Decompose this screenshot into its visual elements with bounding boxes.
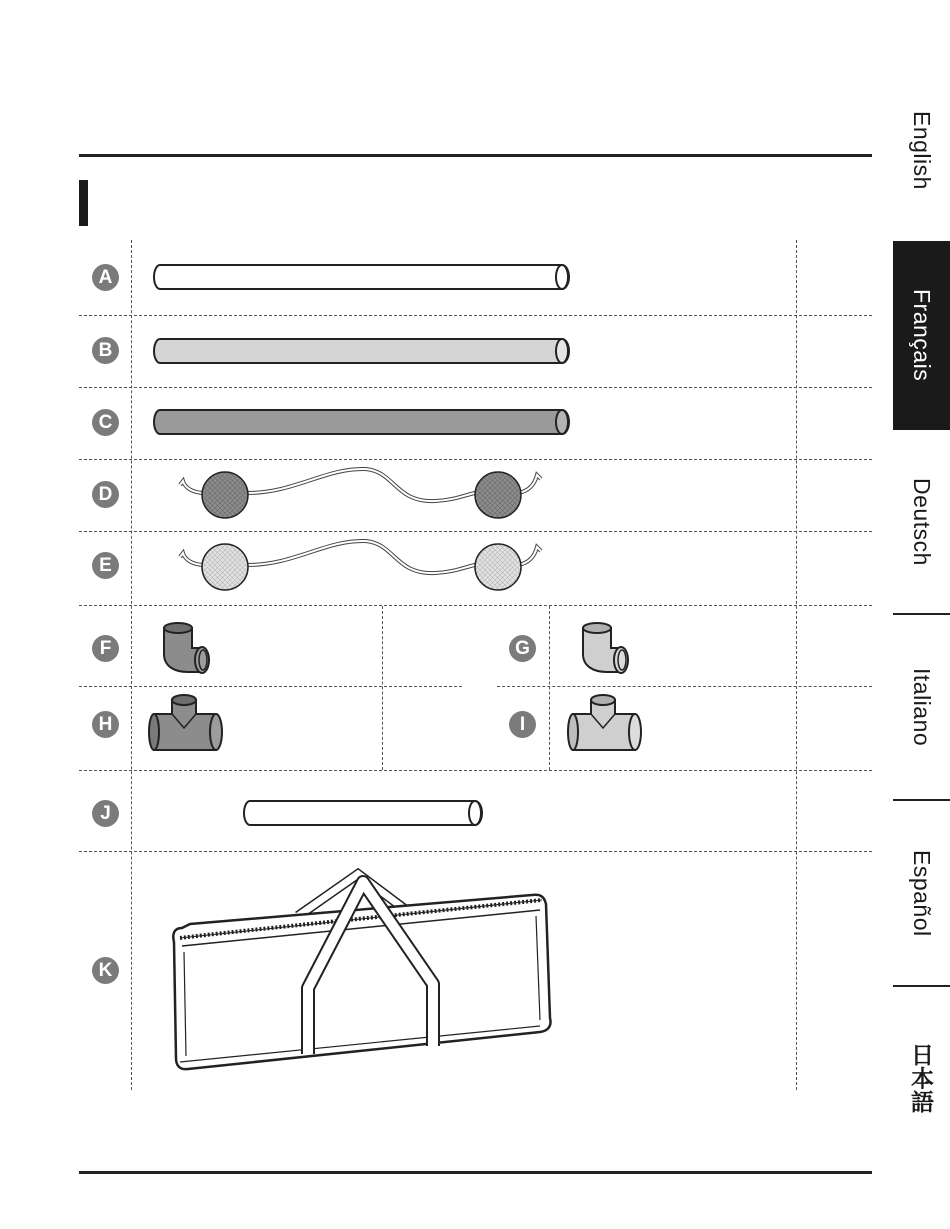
part-label-b: B: [92, 337, 119, 364]
part-label-f: F: [92, 635, 119, 662]
tab-label: Français: [909, 289, 935, 382]
pole-c-illustration: [150, 407, 575, 437]
tab-label: Italiano: [909, 667, 935, 747]
pole-j-illustration: [240, 798, 488, 828]
cord-d-illustration: [175, 463, 550, 525]
top-rule: [79, 154, 872, 157]
tab-label: Deutsch: [909, 477, 935, 566]
tee-connector-i-illustration: [565, 692, 647, 754]
section-title-marker: [79, 180, 88, 226]
tab-label: Español: [909, 849, 935, 937]
column-divider: [131, 240, 132, 1090]
column-divider: [549, 606, 550, 770]
bottom-rule: [79, 1171, 872, 1174]
column-divider: [382, 606, 383, 770]
row-divider: [79, 387, 872, 388]
part-label-j: J: [92, 800, 119, 827]
row-divider: [79, 315, 872, 316]
tab-label: 日本語: [908, 1043, 934, 1114]
pole-b-illustration: [150, 336, 575, 366]
tab-francais[interactable]: [893, 241, 950, 430]
row-divider: [79, 770, 872, 771]
row-divider: [79, 531, 872, 532]
tab-english[interactable]: [893, 60, 950, 240]
part-label-c: C: [92, 409, 119, 436]
row-divider: [79, 605, 872, 606]
row-divider: [497, 686, 872, 687]
elbow-connector-f-illustration: [158, 620, 218, 678]
tab-label: English: [909, 110, 935, 190]
part-label-e: E: [92, 552, 119, 579]
tab-italiano[interactable]: [893, 615, 950, 799]
part-label-i: I: [509, 711, 536, 738]
tab-japanese[interactable]: [893, 987, 950, 1170]
part-label-k: K: [92, 957, 119, 984]
carry-bag-k-illustration: [168, 868, 558, 1076]
part-label-d: D: [92, 481, 119, 508]
tab-espanol[interactable]: [893, 801, 950, 985]
tee-connector-h-illustration: [146, 692, 228, 754]
cord-e-illustration: [175, 535, 550, 597]
part-label-h: H: [92, 711, 119, 738]
tab-deutsch[interactable]: [893, 430, 950, 613]
row-divider: [79, 686, 462, 687]
pole-a-illustration: [150, 262, 575, 292]
row-divider: [79, 851, 872, 852]
column-divider: [796, 240, 797, 1090]
part-label-g: G: [509, 635, 536, 662]
row-divider: [79, 459, 872, 460]
part-label-a: A: [92, 264, 119, 291]
elbow-connector-g-illustration: [577, 620, 637, 678]
